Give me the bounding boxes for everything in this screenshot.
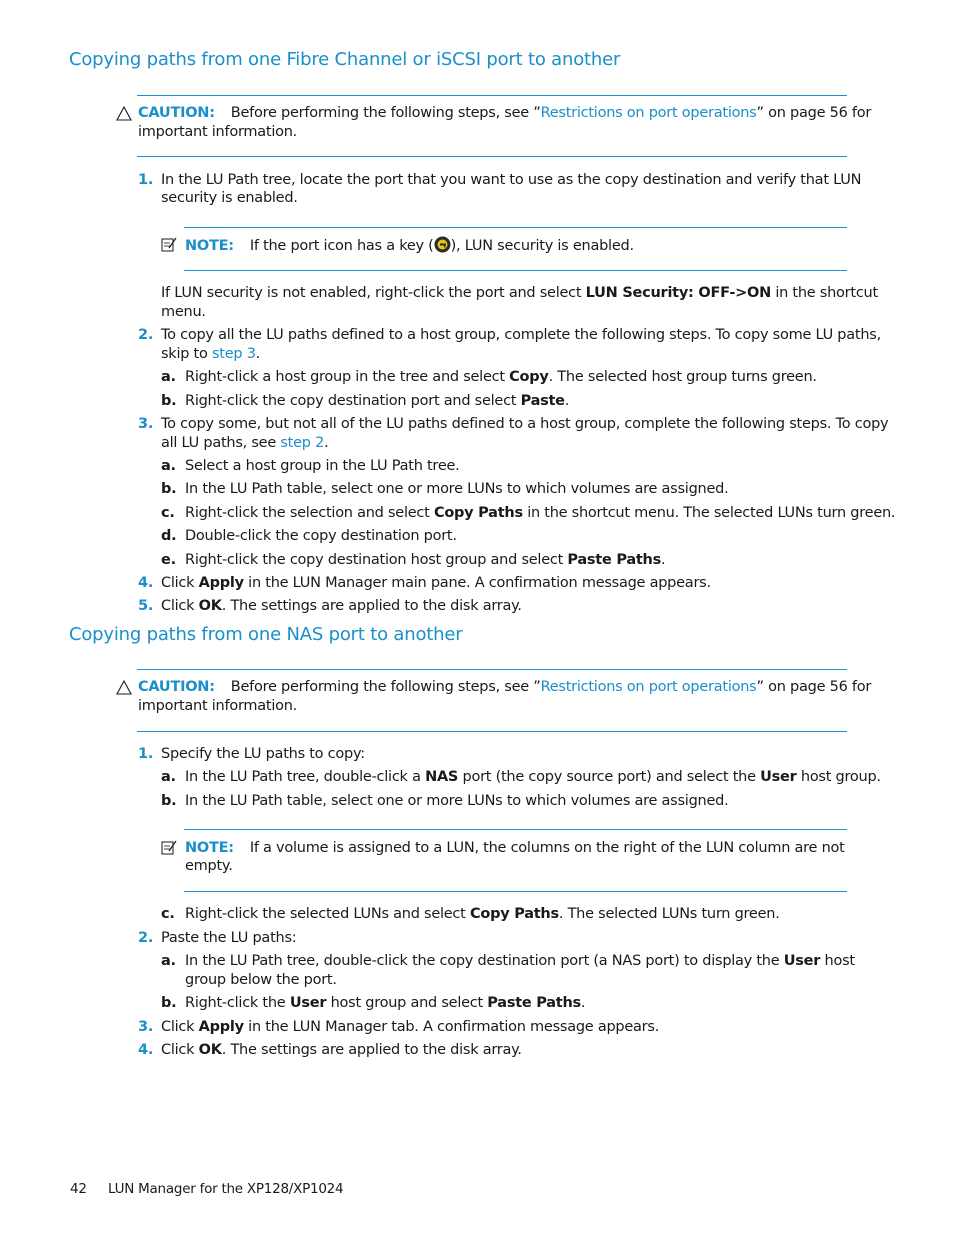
substep-label: a. xyxy=(161,458,176,474)
step-text: Click Apply in the LUN Manager tab. A confirmation message appears. xyxy=(161,1019,660,1035)
substep-label: c. xyxy=(161,906,175,922)
substep-text: In the LU Path tree, double-click a NAS port (the copy source port) and select the User host group. xyxy=(185,769,881,785)
caution-line-2: important information. xyxy=(138,698,298,714)
section-heading-nas: Copying paths from one NAS port to another xyxy=(69,624,463,645)
caution-triangle-icon xyxy=(116,680,132,695)
caution-line-1: CAUTION: Before performing the following steps, see ”Restrictions on port operations” on page 56 for xyxy=(138,105,872,121)
note-top-rule xyxy=(184,227,847,228)
substep-text: Right-click the copy destination host group and select Paste Paths. xyxy=(185,552,666,568)
step-text: In the LU Path tree, locate the port that you want to use as the copy destination and verify that LUN xyxy=(161,172,862,188)
caution-label: CAUTION: xyxy=(138,679,215,695)
step-text: Specify the LU paths to copy: xyxy=(161,746,365,762)
section-heading-fibre-channel: Copying paths from one Fibre Channel or iSCSI port to another xyxy=(69,49,621,70)
caution-bottom-rule xyxy=(137,156,847,157)
step-text: skip to step 3. xyxy=(161,346,261,362)
note-line-2: empty. xyxy=(185,858,233,874)
substep-text: group below the port. xyxy=(185,972,337,988)
substep-label: a. xyxy=(161,769,176,785)
caution-bottom-rule xyxy=(137,731,847,732)
step-number: 2. xyxy=(138,930,154,946)
substep-label: b. xyxy=(161,393,177,409)
substep-text: Right-click the User host group and select Paste Paths. xyxy=(185,995,586,1011)
caution-line-1: CAUTION: Before performing the following steps, see ”Restrictions on port operations” on page 56 for xyxy=(138,679,872,695)
note-pad-icon xyxy=(160,236,177,253)
step-text: Click OK. The settings are applied to the disk array. xyxy=(161,598,522,614)
substep-label: d. xyxy=(161,528,177,544)
step-text: To copy all the LU paths defined to a host group, complete the following steps. To copy some LU paths, xyxy=(161,327,881,343)
substep-text: Right-click a host group in the tree and select Copy. The selected host group turns green. xyxy=(185,369,817,385)
substep-text: Right-click the copy destination port and select Paste. xyxy=(185,393,570,409)
footer-title: LUN Manager for the XP128/XP1024 xyxy=(108,1181,344,1197)
substep-text: Right-click the selected LUNs and select Copy Paths. The selected LUNs turn green. xyxy=(185,906,780,922)
step-text: To copy some, but not all of the LU paths defined to a host group, complete the following steps. To copy xyxy=(161,416,889,432)
note-bottom-rule xyxy=(184,270,847,271)
step-2-link[interactable]: step 2 xyxy=(280,435,325,451)
caution-line-2: important information. xyxy=(138,124,298,140)
note-bottom-rule xyxy=(184,891,847,892)
step-3-link[interactable]: step 3 xyxy=(211,346,256,362)
substep-label: a. xyxy=(161,369,176,385)
step-number: 1. xyxy=(138,172,154,188)
substep-text: In the LU Path table, select one or more LUNs to which volumes are assigned. xyxy=(185,793,729,809)
step-number: 4. xyxy=(138,1042,154,1058)
step-text: Click Apply in the LUN Manager main pane. A confirmation message appears. xyxy=(161,575,711,591)
page-number: 42 xyxy=(70,1181,87,1197)
caution-label: CAUTION: xyxy=(138,105,215,121)
step-text: Paste the LU paths: xyxy=(161,930,297,946)
step-number: 2. xyxy=(138,327,154,343)
note-line: NOTE: If a volume is assigned to a LUN, the columns on the right of the LUN column are not xyxy=(185,840,845,856)
note-top-rule xyxy=(184,829,847,830)
substep-text: Select a host group in the LU Path tree. xyxy=(185,458,460,474)
step-number: 4. xyxy=(138,575,154,591)
substep-text: In the LU Path table, select one or more LUNs to which volumes are assigned. xyxy=(185,481,729,497)
substep-text: Right-click the selection and select Copy Paths in the shortcut menu. The selected LUNs turn green. xyxy=(185,505,896,521)
restrictions-link[interactable]: Restrictions on port operations xyxy=(540,105,757,121)
step-text: Click OK. The settings are applied to the disk array. xyxy=(161,1042,522,1058)
lun-security-para: If LUN security is not enabled, right-click the port and select LUN Security: OFF->ON in the shortcut xyxy=(161,285,878,301)
caution-top-rule xyxy=(137,95,847,96)
substep-text: In the LU Path tree, double-click the copy destination port (a NAS port) to display the User host xyxy=(185,953,855,969)
restrictions-link[interactable]: Restrictions on port operations xyxy=(540,679,757,695)
caution-top-rule xyxy=(137,669,847,670)
step-number: 1. xyxy=(138,746,154,762)
note-label: NOTE: xyxy=(185,238,234,254)
lun-security-para-2: menu. xyxy=(161,304,206,320)
substep-label: a. xyxy=(161,953,176,969)
step-number: 3. xyxy=(138,416,154,432)
note-pad-icon xyxy=(160,839,177,856)
note-label: NOTE: xyxy=(185,840,234,856)
substep-label: b. xyxy=(161,793,177,809)
step-text: all LU paths, see step 2. xyxy=(161,435,329,451)
substep-label: b. xyxy=(161,995,177,1011)
step-text: security is enabled. xyxy=(161,190,298,206)
step-number: 3. xyxy=(138,1019,154,1035)
substep-label: b. xyxy=(161,481,177,497)
key-icon xyxy=(434,236,451,253)
substep-label: e. xyxy=(161,552,176,568)
caution-triangle-icon xyxy=(116,106,132,121)
substep-label: c. xyxy=(161,505,175,521)
substep-text: Double-click the copy destination port. xyxy=(185,528,457,544)
step-number: 5. xyxy=(138,598,154,614)
note-line: NOTE: If the port icon has a key ( ), LUN security is enabled. xyxy=(185,238,634,254)
